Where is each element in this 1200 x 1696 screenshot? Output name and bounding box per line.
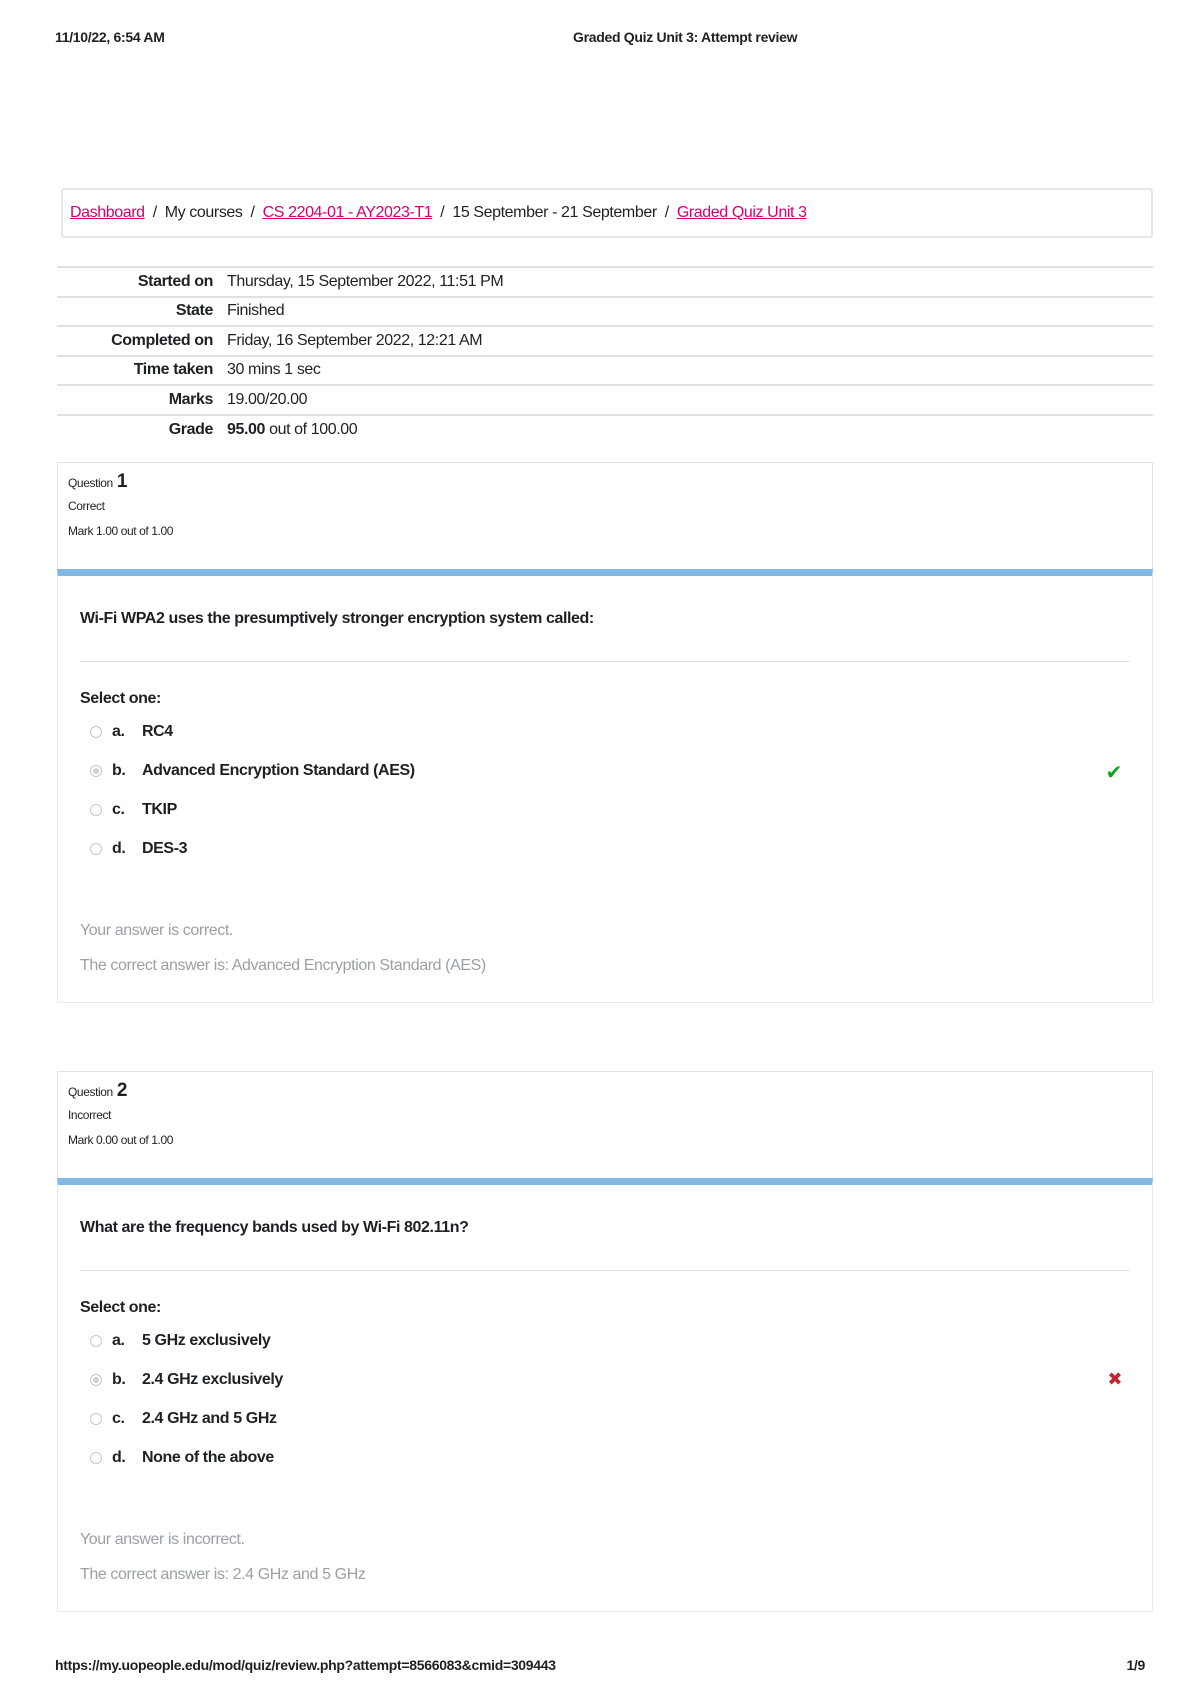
summary-row-state — [57, 298, 1153, 328]
question-state: Incorrect — [68, 1108, 112, 1122]
answer-option-a[interactable] — [80, 712, 1130, 751]
summary-row-started — [57, 268, 1153, 298]
summary-row-marks — [57, 386, 1153, 416]
feedback-text: Your answer is incorrect. — [80, 1531, 245, 1548]
print-title: Graded Quiz Unit 3: Attempt review — [573, 29, 798, 45]
cross-icon: ✖ — [1107, 1369, 1122, 1389]
question-grade: Mark 1.00 out of 1.00 — [68, 524, 174, 538]
option-letter: a. — [112, 722, 125, 740]
answer-options — [80, 1321, 1130, 1477]
question-outcome — [57, 904, 1153, 1003]
radio-button[interactable] — [90, 1452, 102, 1464]
option-letter: b. — [112, 761, 126, 779]
attempt-summary-table — [57, 266, 1153, 445]
option-text: DES-3 — [142, 839, 188, 857]
option-letter: d. — [112, 1448, 126, 1466]
option-text: None of the above — [142, 1448, 274, 1466]
question-info — [57, 462, 1153, 569]
breadcrumb-my-courses: My courses — [164, 204, 243, 221]
question-content — [57, 569, 1153, 904]
question-label: Question — [68, 476, 113, 490]
grade-out-of: out of 100.00 — [269, 421, 358, 439]
radio-button[interactable] — [90, 804, 102, 816]
feedback-text: Your answer is correct. — [80, 922, 233, 939]
breadcrumb-quiz-link[interactable]: Graded Quiz Unit 3 — [676, 204, 807, 221]
breadcrumb-week: 15 September - 21 September — [452, 204, 657, 221]
summary-row-grade — [57, 416, 1153, 446]
option-letter: c. — [112, 1409, 125, 1427]
question-text: What are the frequency bands used by Wi-Fi 802.11n? — [80, 1185, 1130, 1271]
summary-label: Marks — [168, 390, 213, 408]
breadcrumb-dashboard-link[interactable]: Dashboard — [70, 204, 145, 221]
question-outcome — [57, 1513, 1153, 1612]
option-letter: b. — [112, 1370, 126, 1388]
page-number: 1/9 — [1126, 1657, 1145, 1673]
summary-value: 19.00/20.00 — [227, 390, 308, 408]
question-number-line — [68, 1080, 1142, 1102]
breadcrumb-separator: / — [440, 204, 445, 221]
check-icon: ✔ — [1105, 762, 1122, 784]
question-text: Wi-Fi WPA2 uses the presumptively stronger encryption system called: — [80, 576, 1130, 662]
breadcrumb-separator: / — [250, 204, 255, 221]
option-text: 5 GHz exclusively — [142, 1331, 271, 1349]
summary-row-completed — [57, 327, 1153, 357]
question-state: Correct — [68, 499, 105, 513]
breadcrumb-course-link[interactable]: CS 2204-01 - AY2023-T1 — [262, 204, 433, 221]
question-2 — [57, 1071, 1153, 1612]
radio-button[interactable] — [90, 726, 102, 738]
answer-option-a[interactable] — [80, 1321, 1130, 1360]
question-content — [57, 1178, 1153, 1513]
right-answer-text: The correct answer is: Advanced Encryption Standard (AES) — [80, 957, 486, 974]
option-letter: c. — [112, 800, 125, 818]
radio-button[interactable] — [90, 1413, 102, 1425]
question-label: Question — [68, 1085, 113, 1099]
breadcrumb-separator: / — [664, 204, 669, 221]
radio-button[interactable] — [90, 1335, 102, 1347]
summary-label: Started on — [137, 272, 213, 290]
print-footer — [55, 1657, 1145, 1677]
summary-row-time — [57, 357, 1153, 387]
select-one-prompt: Select one: — [80, 1299, 161, 1316]
question-grade: Mark 0.00 out of 1.00 — [68, 1133, 174, 1147]
radio-button-selected[interactable] — [90, 765, 102, 777]
print-header — [55, 29, 1145, 49]
summary-label: Completed on — [111, 331, 213, 349]
summary-value: Thursday, 15 September 2022, 11:51 PM — [227, 272, 504, 290]
answer-option-c[interactable] — [80, 790, 1130, 829]
answer-option-d[interactable] — [80, 829, 1130, 868]
summary-value: Finished — [227, 302, 285, 320]
question-number: 1 — [116, 471, 128, 492]
question-info — [57, 1071, 1153, 1178]
print-url: https://my.uopeople.edu/mod/quiz/review.php?attempt=8566083&cmid=309443 — [55, 1657, 556, 1673]
radio-button-selected[interactable] — [90, 1374, 102, 1386]
option-letter: a. — [112, 1331, 125, 1349]
answer-option-b[interactable] — [80, 1360, 1130, 1399]
answer-option-c[interactable] — [80, 1399, 1130, 1438]
grade-score: 95.00 — [227, 421, 266, 439]
option-text: Advanced Encryption Standard (AES) — [142, 761, 415, 779]
question-1 — [57, 462, 1153, 1003]
breadcrumb — [61, 188, 1153, 238]
summary-value: Friday, 16 September 2022, 12:21 AM — [227, 331, 483, 349]
summary-value — [227, 421, 1153, 439]
select-one-prompt: Select one: — [80, 690, 161, 707]
question-number-line — [68, 471, 1142, 493]
summary-label: Time taken — [133, 361, 213, 379]
answer-options — [80, 712, 1130, 868]
option-letter: d. — [112, 839, 126, 857]
radio-button[interactable] — [90, 843, 102, 855]
option-text: 2.4 GHz and 5 GHz — [142, 1409, 277, 1427]
option-text: TKIP — [142, 800, 177, 818]
summary-label: Grade — [168, 421, 213, 439]
question-number: 2 — [116, 1080, 128, 1101]
breadcrumb-separator: / — [152, 204, 157, 221]
summary-value: 30 mins 1 sec — [227, 361, 321, 379]
answer-option-d[interactable] — [80, 1438, 1130, 1477]
right-answer-text: The correct answer is: 2.4 GHz and 5 GHz — [80, 1566, 366, 1583]
print-date: 11/10/22, 6:54 AM — [55, 29, 165, 45]
answer-option-b[interactable] — [80, 751, 1130, 790]
summary-label: State — [175, 302, 213, 320]
option-text: RC4 — [142, 722, 173, 740]
option-text: 2.4 GHz exclusively — [142, 1370, 283, 1388]
